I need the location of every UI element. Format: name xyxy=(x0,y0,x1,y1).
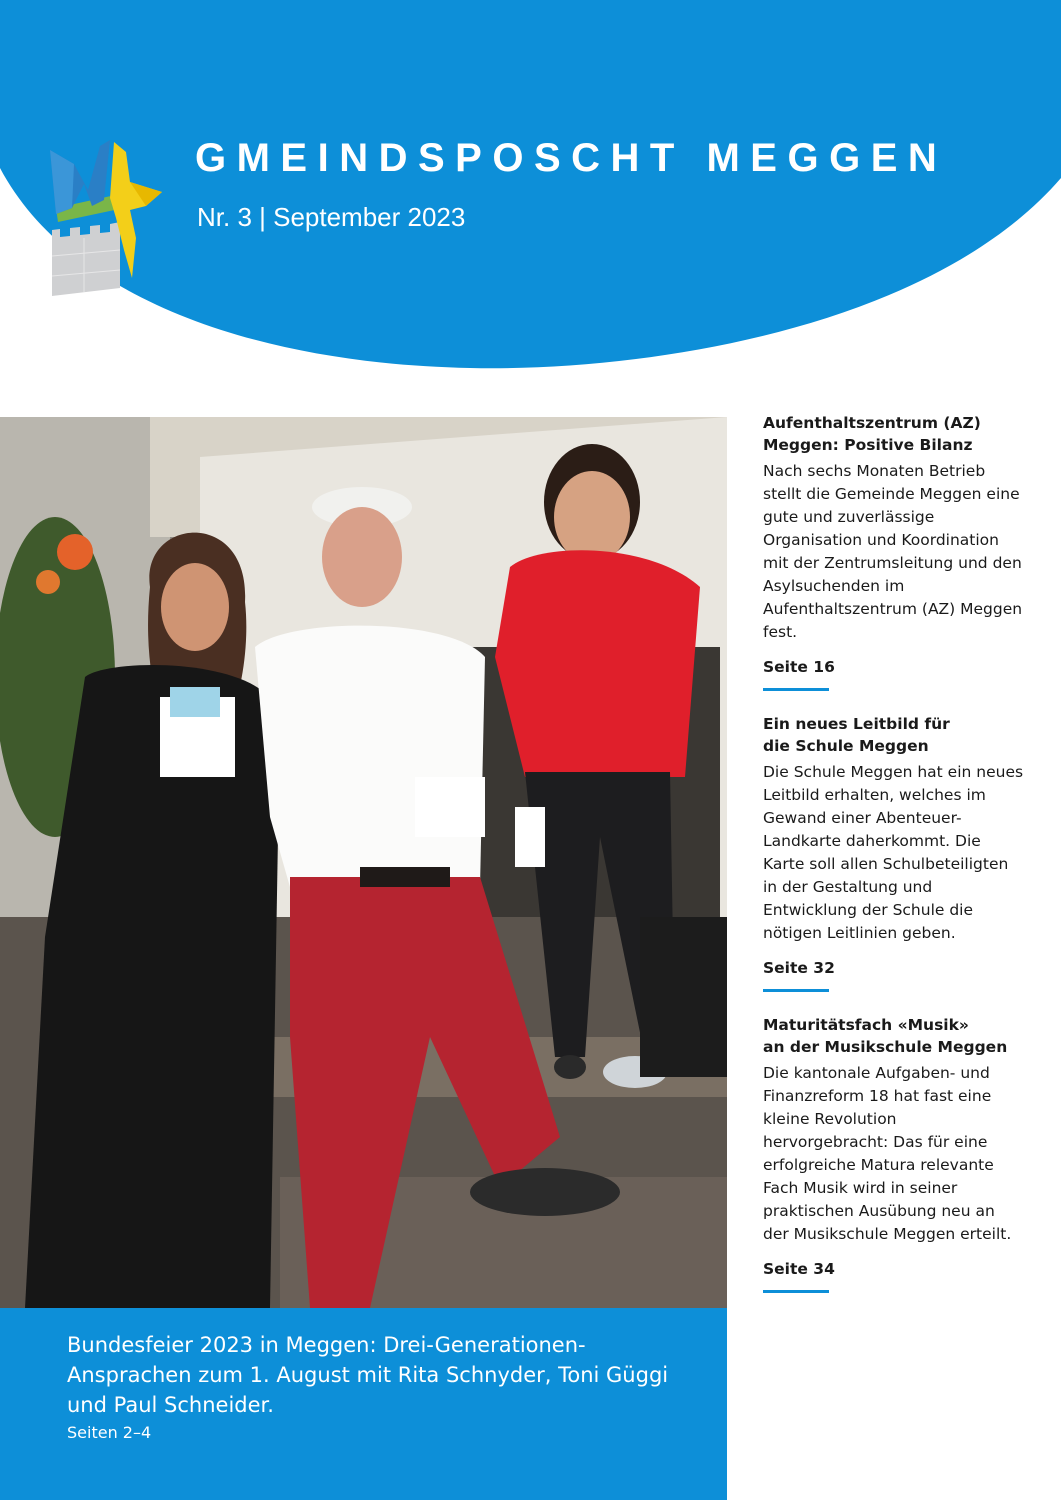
teaser-title-line: Aufenthaltszentrum (AZ) xyxy=(763,414,981,432)
teaser-item[interactable] xyxy=(763,1014,1025,1293)
cover-caption-pages: Seiten 2–4 xyxy=(67,1423,152,1442)
teaser-divider xyxy=(763,688,829,691)
teaser-page-ref[interactable]: Seite 34 xyxy=(763,1260,835,1278)
teaser-title-line: Ein neues Leitbild für xyxy=(763,715,950,733)
meggen-logo-icon xyxy=(44,138,164,300)
teaser-divider xyxy=(763,1290,829,1293)
teaser-body: Nach sechs Monaten Betrieb stellt die Gemeinde Meggen eine gute und zuverlässige Organisation und Koordination mit der Zentrumsleitung und den Asylsuchenden im Aufenthaltszentrum (AZ) Meggen fest. xyxy=(763,462,1023,641)
cover-caption-headline: Bundesfeier 2023 in Meggen: Drei-Generationen-Ansprachen zum 1. August mit Rita Schnyder, Toni Güggi und Paul Schneider. xyxy=(67,1333,669,1417)
teaser-title xyxy=(763,412,1025,456)
teaser-item[interactable] xyxy=(763,713,1025,992)
teaser-body: Die kantonale Aufgaben- und Finanzreform 18 hat fast eine kleine Revolution hervorgebracht: Das für eine erfolgreiche Matura relevante Fach Musik wird in seiner praktischen Ausübung neu an der Musikschule Meggen erteilt. xyxy=(763,1064,1012,1243)
teaser-title-line: an der Musikschule Meggen xyxy=(763,1038,1008,1056)
teaser-page-ref[interactable]: Seite 16 xyxy=(763,658,835,676)
teaser-body: Die Schule Meggen hat ein neues Leitbild erhalten, welches im Gewand einer Abenteuer-Landkarte daherkommt. Die Karte soll allen Schulbeteiligten in der Gestaltung und Entwicklung der Schule die nötigen Leitlinien geben. xyxy=(763,763,1024,942)
teaser-page-ref[interactable]: Seite 32 xyxy=(763,959,835,977)
teaser-item[interactable] xyxy=(763,412,1025,691)
cover-caption-box xyxy=(0,1308,727,1500)
teaser-title xyxy=(763,713,1025,757)
teaser-sidebar xyxy=(763,412,1025,1315)
issue-line: Nr. 3 | September 2023 xyxy=(197,202,466,232)
teaser-title-line: Meggen: Positive Bilanz xyxy=(763,436,973,454)
teaser-divider xyxy=(763,989,829,992)
people-on-stage-photo xyxy=(0,417,727,1308)
cover-photo xyxy=(0,417,727,1308)
teaser-title-line: die Schule Meggen xyxy=(763,737,929,755)
teaser-title xyxy=(763,1014,1025,1058)
teaser-title-line: Maturitätsfach «Musik» xyxy=(763,1016,969,1034)
masthead-title: GMEINDSPOSCHT MEGGEN xyxy=(195,136,948,180)
